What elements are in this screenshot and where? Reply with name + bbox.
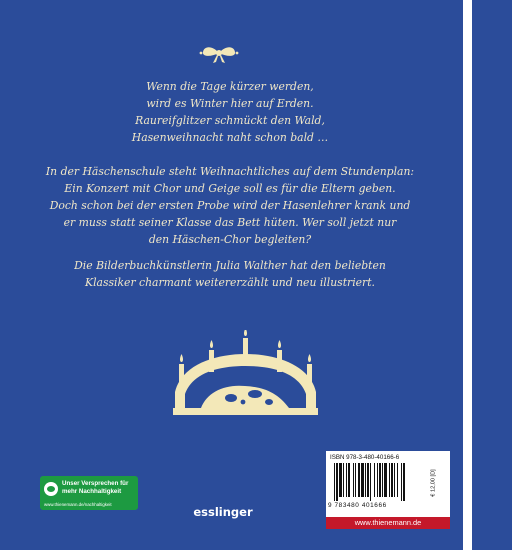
sustainability-title: Unser Versprechen für mehr Nachhaltigkeit	[62, 480, 129, 495]
sustainability-url: www.thienemann.de/nachhaltigkeit	[44, 502, 112, 507]
blurb-text	[40, 163, 420, 248]
candle-arch-icon	[173, 330, 318, 416]
blurb-line: er muss statt seiner Klasse das Bett hüten. Wer soll jetzt nur	[63, 216, 397, 229]
credit-line: Die Bilderbuchkünstlerin Julia Walther hat den beliebten	[74, 259, 386, 272]
bow-ornament-icon	[198, 42, 240, 64]
credit-line: Klassiker charmant weitererzählt und neu illustriert.	[85, 276, 375, 289]
cover-gap	[463, 0, 472, 550]
blurb-line: Doch schon bei der ersten Probe wird der Hasenlehrer krank und	[49, 199, 411, 212]
publisher-logo: esslinger	[193, 505, 253, 519]
blurb-line: Ein Konzert mit Chor und Geige soll es für die Eltern geben.	[64, 182, 396, 195]
poem-line: Wenn die Tage kürzer werden,	[146, 80, 314, 93]
blurb-line: In der Häschenschule steht Weihnachtliches auf dem Stundenplan:	[45, 165, 415, 178]
barcode-icon	[334, 463, 430, 501]
credit-text	[40, 257, 420, 291]
price-label	[430, 465, 446, 505]
poem-line: Raureifglitzer schmückt den Wald,	[135, 114, 325, 127]
isbn-barcode-box	[326, 451, 450, 517]
price-text: € 12,00 [D]	[430, 469, 437, 497]
barcode-digits: 9 783480 401666	[328, 502, 387, 509]
poem-line: Hasenweihnacht naht schon bald …	[131, 131, 329, 144]
website-link[interactable]: www.thienemann.de	[326, 517, 450, 529]
sustainability-badge	[40, 476, 138, 510]
book-spine	[472, 0, 512, 550]
isbn-label: ISBN 978-3-480-40166-6	[330, 454, 400, 461]
leaf-logo-icon	[44, 482, 58, 496]
poem-text	[40, 78, 420, 146]
poem-line: wird es Winter hier auf Erden.	[146, 97, 314, 110]
blurb-line: den Häschen-Chor begleiten?	[148, 233, 312, 246]
